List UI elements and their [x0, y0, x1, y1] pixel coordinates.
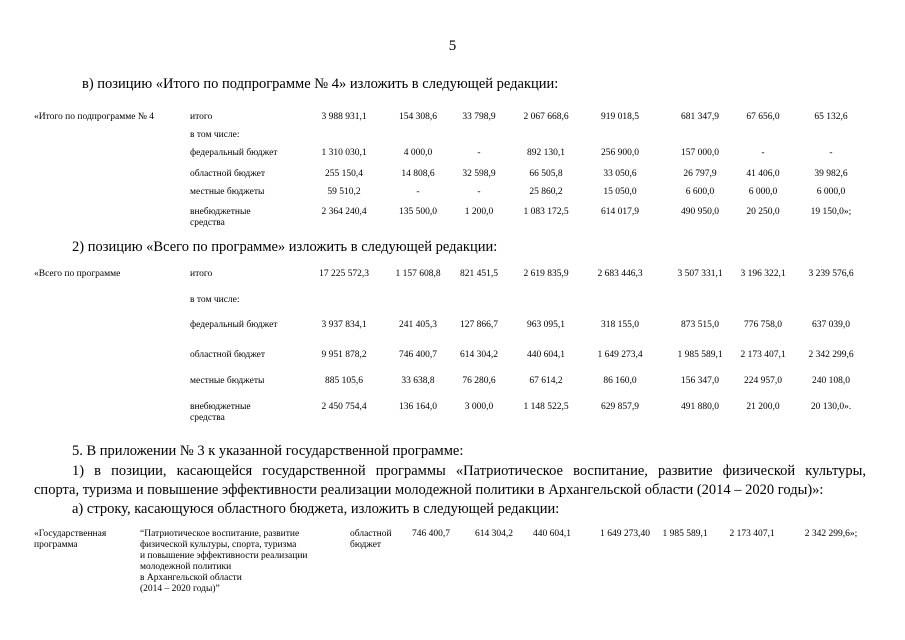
row-label-line: федеральный бюджет [190, 148, 278, 158]
table-cell: 637 039,0 [812, 320, 850, 330]
table-cell: 20 250,0 [746, 207, 780, 217]
table-cell: 440 604,1 [533, 529, 571, 539]
table-cell: 3 507 331,1 [677, 269, 723, 279]
table-cell: 1 083 172,5 [523, 207, 569, 217]
table-cell: 614 304,2 [460, 350, 498, 360]
table-cell: 154 308,6 [399, 112, 437, 122]
table-cell: 746 400,7 [412, 529, 450, 539]
table-cell: 4 000,0 [403, 148, 433, 158]
row-label [190, 187, 264, 198]
row-label [190, 350, 265, 361]
table-cell: 33 050,6 [603, 169, 637, 179]
row-label-line: в том числе: [190, 295, 240, 305]
table-cell: 67 614,2 [529, 376, 563, 386]
table3-label [34, 529, 106, 551]
page-number: 5 [448, 38, 457, 54]
table-cell: 19 150,0»; [810, 207, 852, 217]
table-cell: 614 017,9 [601, 207, 639, 217]
table-cell: 135 500,0 [399, 207, 437, 217]
table-cell: 241 405,3 [399, 320, 437, 330]
table-cell: 776 758,0 [744, 320, 782, 330]
table3-description [140, 529, 307, 595]
table-cell: 746 400,7 [399, 350, 437, 360]
paragraph-5: 5. В приложении № 3 к указанной государственной программе: [72, 443, 464, 459]
table-cell: 885 105,6 [325, 376, 363, 386]
table-cell: 2 619 835,9 [523, 269, 569, 279]
table-cell: 440 604,1 [527, 350, 565, 360]
table-cell: 33 638,8 [401, 376, 435, 386]
table-cell: 2 342 299,6 [808, 350, 854, 360]
table3-desc-line: (2014 – 2020 годы)” [140, 584, 220, 594]
row-label-line: итого [190, 269, 213, 279]
table-cell: 65 132,6 [814, 112, 848, 122]
table-cell: 224 957,0 [744, 376, 782, 386]
row-label-line: федеральный бюджет [190, 320, 278, 330]
table-cell: 9 951 878,2 [321, 350, 367, 360]
row-label [190, 295, 240, 306]
table-cell: - [829, 148, 833, 158]
table-cell: 21 200,0 [746, 402, 780, 412]
table3-source-line2: бюджет [350, 540, 382, 550]
paragraph-5-1-line2: спорта, туризма и повышение эффективности реализации молодежной политики в Архангельской области (2014 – 2020 годы)»: [34, 482, 824, 498]
table-cell: 67 656,0 [746, 112, 780, 122]
table-cell: 3 196 322,1 [740, 269, 786, 279]
table3-source-line1: областной [350, 529, 392, 539]
table-cell: 157 000,0 [681, 148, 719, 158]
table-cell: 3 988 931,1 [321, 112, 367, 122]
table-cell: 1 310 030,1 [321, 148, 367, 158]
row-label-line: в том числе: [190, 130, 240, 140]
table-cell: 39 982,6 [814, 169, 848, 179]
table-cell: 2 173 407,1 [729, 529, 775, 539]
table-cell: 76 280,6 [462, 376, 496, 386]
table-cell: 491 880,0 [681, 402, 719, 412]
table-cell: 15 050,0 [603, 187, 637, 197]
table-cell: 2 450 754,4 [321, 402, 367, 412]
row-label-line: итого [190, 112, 213, 122]
table-cell: 1 148 522,5 [523, 402, 569, 412]
table-cell: 127 866,7 [460, 320, 498, 330]
table-cell: 256 900,0 [601, 148, 639, 158]
table3-desc-line: физической культуры, спорта, туризма [140, 540, 297, 550]
table-cell: - [477, 187, 481, 197]
table-cell: 6 000,0 [816, 187, 846, 197]
paragraph-5-1-line1: 1) в позиции, касающейся государственной программы «Патриотическое воспитание, развитие физической культуры, [72, 463, 866, 479]
row-label [190, 130, 240, 141]
table3-source [350, 529, 392, 551]
table3-desc-line: молодежной политики [140, 562, 232, 572]
table-cell: - [477, 148, 481, 158]
table-cell: 318 155,0 [601, 320, 639, 330]
table3-desc-line: “Патриотическое воспитание, развитие [140, 529, 300, 539]
table-cell: 2 342 299,6»; [804, 529, 858, 539]
table-cell: - [416, 187, 420, 197]
table-cell: 2 067 668,6 [523, 112, 569, 122]
table-cell: 1 985 589,1 [662, 529, 708, 539]
row-label-line: средства [190, 218, 225, 228]
paragraph-v: в) позицию «Итого по подпрограмме № 4» изложить в следующей редакции: [82, 76, 559, 92]
table-cell: 25 860,2 [529, 187, 563, 197]
row-label [190, 148, 277, 159]
row-label-line: местные бюджеты [190, 187, 265, 197]
table-cell: 32 598,9 [462, 169, 496, 179]
table-cell: 3 239 576,6 [808, 269, 854, 279]
table-cell: 963 095,1 [527, 320, 565, 330]
table-cell: 629 857,9 [601, 402, 639, 412]
table-cell: 1 985 589,1 [677, 350, 723, 360]
table-cell: 919 018,5 [601, 112, 639, 122]
table-cell: 892 130,1 [527, 148, 565, 158]
table-cell: 14 808,6 [401, 169, 435, 179]
table-cell: 86 160,0 [603, 376, 637, 386]
table1-label: «Итого по подпрограмме № 4 [34, 112, 155, 122]
paragraph-5-a: а) строку, касающуюся областного бюджета, изложить в следующей редакции: [72, 501, 560, 517]
row-label-line: областной бюджет [190, 350, 266, 360]
table-cell: 1 649 273,40 [600, 529, 650, 539]
table-cell: 873 515,0 [681, 320, 719, 330]
table-cell: 33 798,9 [462, 112, 496, 122]
row-label [190, 169, 265, 180]
row-label [190, 402, 251, 424]
table-cell: 156 347,0 [681, 376, 719, 386]
row-label-line: местные бюджеты [190, 376, 265, 386]
row-label [190, 112, 212, 123]
table-cell: 1 157 608,8 [395, 269, 441, 279]
table-cell: 6 600,0 [685, 187, 715, 197]
table3-desc-line: и повышение эффективности реализации [140, 551, 308, 561]
paragraph-2: 2) позицию «Всего по программе» изложить в следующей редакции: [72, 239, 498, 255]
table3-label-line1: «Государственная [34, 529, 107, 539]
table-cell: 2 173 407,1 [740, 350, 786, 360]
table-cell: 3 000,0 [464, 402, 494, 412]
table-cell: 26 797,9 [683, 169, 717, 179]
row-label [190, 269, 212, 280]
table-cell: 2 364 240,4 [321, 207, 367, 217]
table-cell: 240 108,0 [812, 376, 850, 386]
table-cell: 136 164,0 [399, 402, 437, 412]
table-cell: 66 505,8 [529, 169, 563, 179]
table-cell: 20 130,0». [810, 402, 852, 412]
table-cell: 17 225 572,3 [319, 269, 369, 279]
table-cell: 6 000,0 [748, 187, 778, 197]
table-cell: 1 200,0 [464, 207, 494, 217]
table3-desc-line: в Архангельской области [140, 573, 242, 583]
row-label-line: внебюджетные [190, 402, 251, 412]
table-cell: 821 451,5 [460, 269, 498, 279]
row-label-line: средства [190, 413, 225, 423]
table-cell: - [761, 148, 765, 158]
table-cell: 1 649 273,4 [597, 350, 643, 360]
row-label [190, 376, 264, 387]
table-cell: 255 150,4 [325, 169, 363, 179]
table2-label: «Всего по программе [34, 269, 121, 279]
row-label [190, 207, 251, 229]
table-cell: 681 347,9 [681, 112, 719, 122]
table-cell: 614 304,2 [475, 529, 513, 539]
table-cell: 3 937 834,1 [321, 320, 367, 330]
row-label [190, 320, 277, 331]
table3-label-line2: программа [34, 540, 78, 550]
table-cell: 490 950,0 [681, 207, 719, 217]
row-label-line: внебюджетные [190, 207, 251, 217]
table-cell: 41 406,0 [746, 169, 780, 179]
row-label-line: областной бюджет [190, 169, 266, 179]
table-cell: 2 683 446,3 [597, 269, 643, 279]
table-cell: 59 510,2 [327, 187, 361, 197]
